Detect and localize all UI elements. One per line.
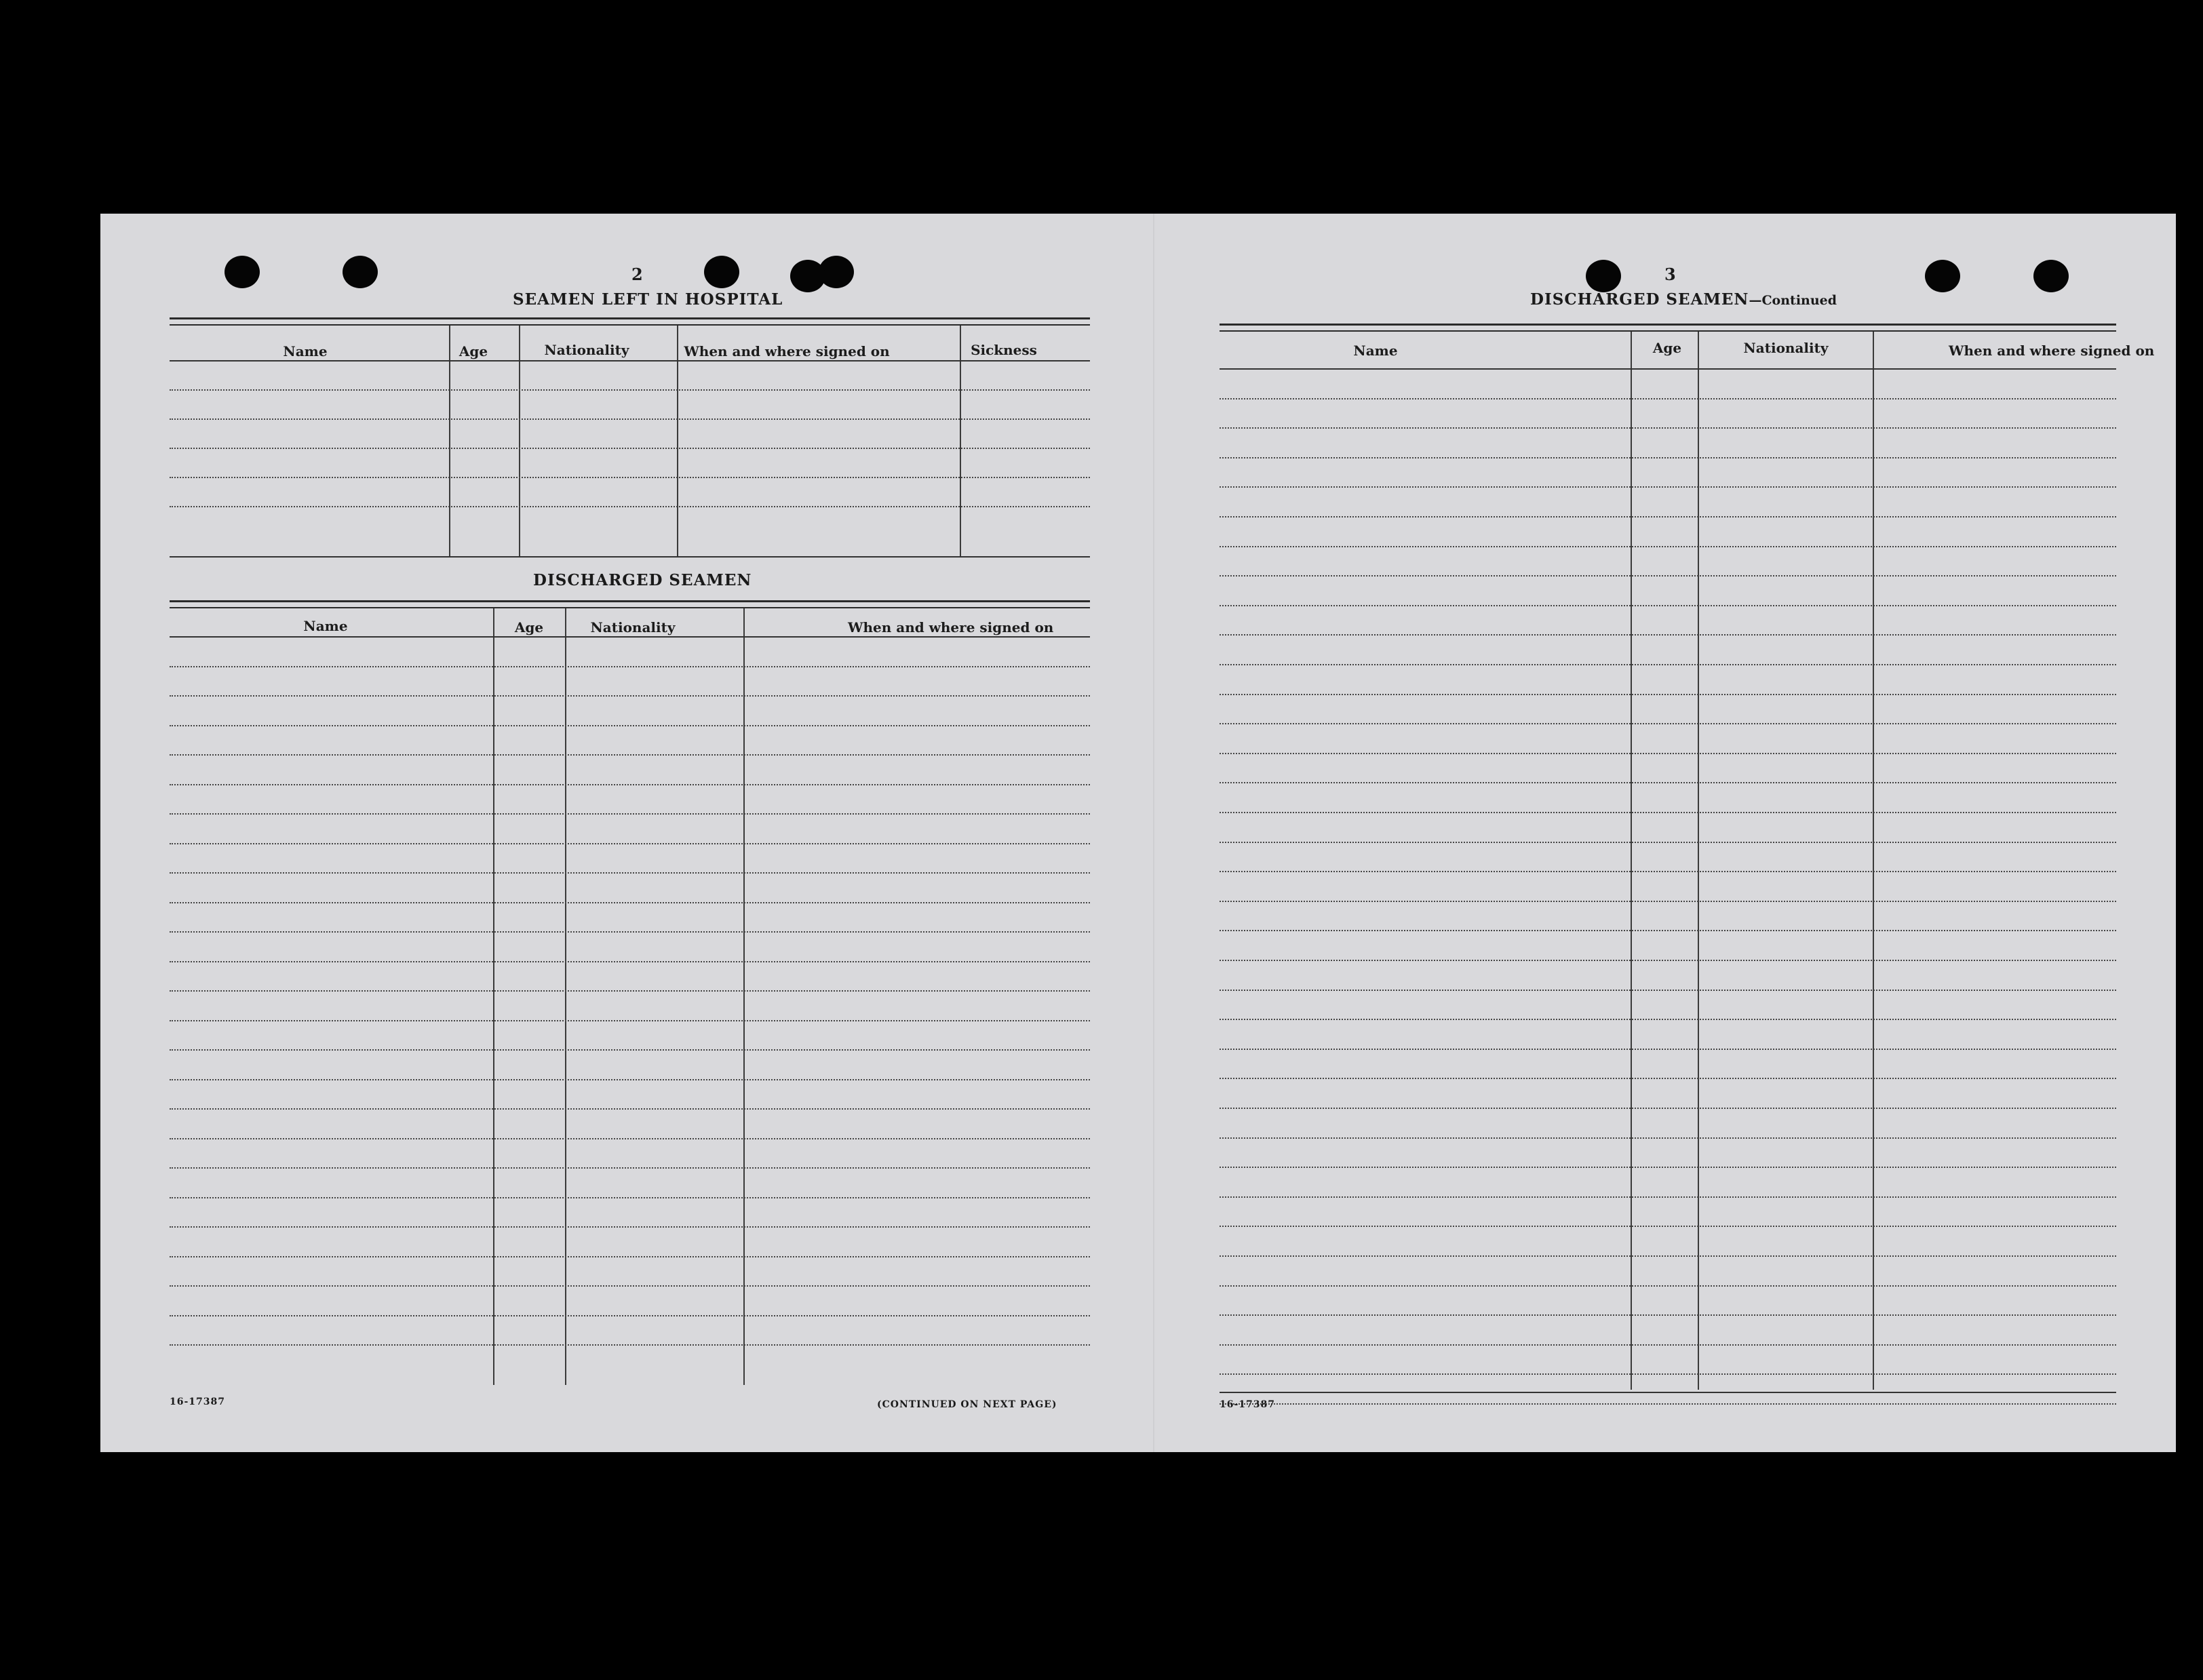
column-header-signed-on: When and where signed on [684,343,890,359]
continued-suffix: —Continued [1749,293,1837,308]
column-header-age: Age [514,619,544,636]
table-row [170,931,1090,933]
table-row [1220,546,2116,547]
punch-hole [1925,260,1960,292]
column-header-sickness: Sickness [971,342,1037,358]
table-row [1220,605,2116,606]
table-row [170,754,1090,756]
table-row [1220,694,2116,695]
table-row [170,1079,1090,1080]
form-sheet [100,214,2176,1452]
table-row [170,1285,1090,1287]
table-row [170,1108,1090,1110]
table-row [170,813,1090,815]
table-row [170,1020,1090,1021]
table-row [170,872,1090,874]
column-header-nationality: Nationality [590,619,676,636]
punch-hole [704,256,739,288]
table-row [1220,1403,2116,1405]
table-row [170,448,1090,449]
discharged-table [170,600,1090,1394]
table-row [170,1256,1090,1257]
header-separator [170,636,1090,638]
table-row [1220,1285,2116,1287]
table-row [1220,930,2116,931]
table-row [170,477,1090,478]
right-form-number: 16-17387 [1220,1399,1275,1410]
table-row [1220,1373,2116,1375]
column-header-nationality: Nationality [544,342,629,358]
table-row [1220,486,2116,488]
column-header-name: Name [1353,343,1398,359]
table-row [170,1315,1090,1316]
right-section-title-text: DISCHARGED SEAMEN [1530,290,1749,309]
column-header-nationality: Nationality [1743,340,1829,356]
table-row [1220,1108,2116,1109]
table-row [170,389,1090,391]
table-row [1220,1226,2116,1227]
table-row [170,725,1090,726]
punch-hole [225,256,260,288]
discharged-continued-table [1220,324,2155,1395]
right-page-number: 3 [1664,265,1677,284]
table-row [1220,990,2116,991]
hospital-section-title: SEAMEN LEFT IN HOSPITAL [513,290,783,309]
table-row [170,418,1090,420]
table-row [170,843,1090,844]
header-separator [1220,368,2116,370]
continued-note: (CONTINUED ON NEXT PAGE) [877,1399,1057,1410]
column-header-signed-on: When and where signed on [1949,343,2155,359]
table-row [1220,516,2116,517]
column-header-signed-on: When and where signed on [848,619,1054,636]
punch-hole [1586,260,1621,292]
column-header-age: Age [1652,340,1682,356]
table-row [1220,398,2116,399]
table-row [170,1049,1090,1051]
page-fold [1153,214,1154,1452]
punch-hole [790,260,825,292]
table-row [1220,723,2116,724]
table-row [170,784,1090,785]
table-row [170,666,1090,667]
table-row [170,1167,1090,1169]
table-row [170,1138,1090,1139]
table-row [170,990,1090,992]
table-row [1220,1344,2116,1346]
discharged-section-title: DISCHARGED SEAMEN [533,571,752,589]
punch-hole [343,256,378,288]
header-separator [170,360,1090,362]
table-row [170,1226,1090,1228]
table-row [1220,457,2116,458]
table-row [1220,871,2116,872]
left-page-number: 2 [631,265,644,284]
column-header-name: Name [303,618,348,634]
left-form-number: 16-17387 [170,1396,225,1407]
table-row [170,1344,1090,1346]
table-row [1220,575,2116,577]
table-row [1220,427,2116,429]
table-row [1220,664,2116,665]
table-row [1220,1167,2116,1168]
table-row [1220,1049,2116,1050]
table-row [1220,782,2116,783]
table-row [1220,812,2116,813]
right-section-title [1530,290,1837,309]
punch-hole [2033,260,2069,292]
table-row [1220,1255,2116,1257]
table-row [1220,1019,2116,1020]
table-row [1220,753,2116,754]
table-row [170,961,1090,962]
table-row [1220,1137,2116,1139]
column-header-age: Age [459,343,488,359]
table-row [170,695,1090,697]
table-row [1220,1196,2116,1198]
table-row [170,506,1090,507]
table-row [1220,842,2116,843]
table-row [1220,634,2116,636]
table-row [170,1197,1090,1198]
column-header-name: Name [283,343,328,359]
table-row [1220,1078,2116,1079]
table-row [1220,1314,2116,1316]
table-row [1220,901,2116,902]
table-row [1220,960,2116,961]
table-row [170,902,1090,903]
